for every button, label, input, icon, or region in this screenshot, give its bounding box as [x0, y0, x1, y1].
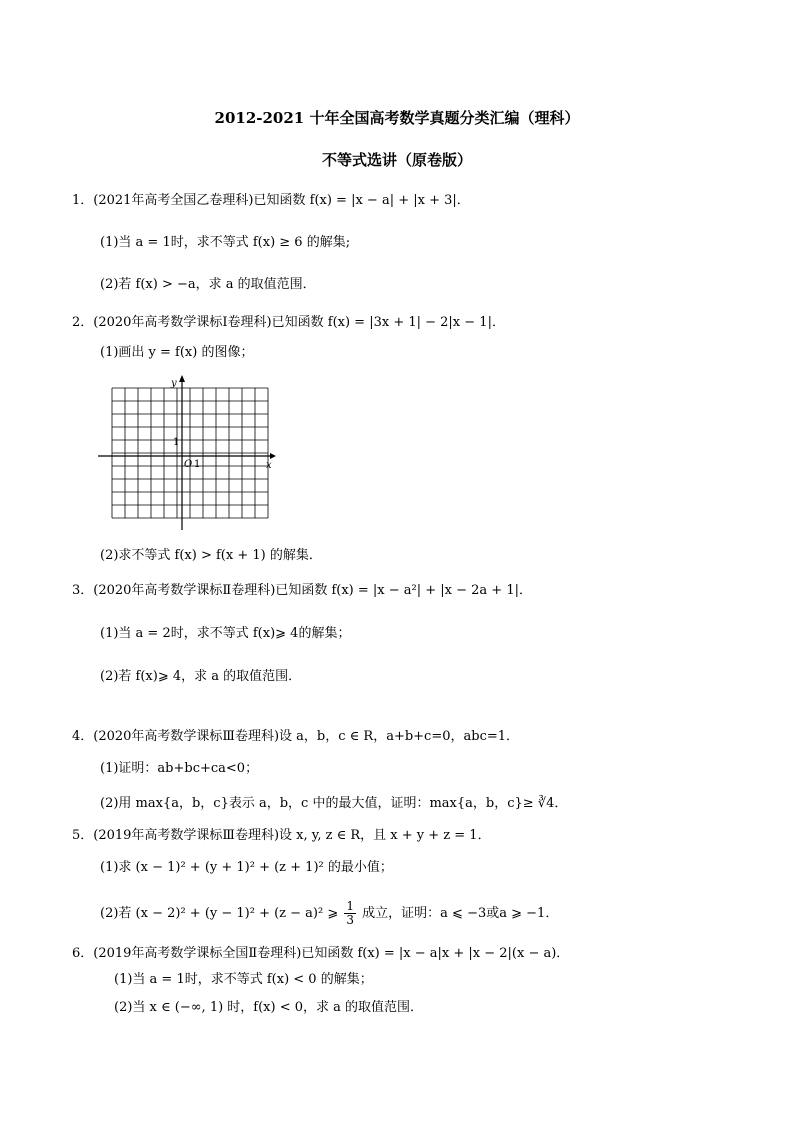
question-6-part-2: (2)当 x ∈ (−∞, 1) 时，f(x) < 0，求 a 的取值范围． — [114, 1000, 424, 1015]
question-5-part-2 — [100, 900, 558, 927]
question-5-part-1: (1)求 (x − 1)² + (y + 1)² + (z + 1)² 的最小值； — [100, 860, 393, 875]
question-2-part-1: (1)画出 y = f(x) 的图像； — [100, 345, 254, 360]
question-5-stem: 5．(2019年高考数学课标Ⅲ卷理科)设 x, y, z ∈ R，且 x + y + z = 1． — [72, 828, 491, 843]
y-tick-label: 1 — [173, 437, 180, 448]
question-2-stem: 2．(2020年高考数学课标Ⅰ卷理科)已知函数 f(x) = |3x + 1| − 2|x − 1|． — [72, 315, 505, 330]
y-axis-arrow — [179, 375, 185, 382]
question-2-part-2: (2)求不等式 f(x) > f(x + 1) 的解集． — [100, 548, 322, 563]
question-6-stem: 6．(2019年高考数学课标全国Ⅱ卷理科)已知函数 f(x) = |x − a|x + |x − 2|(x − a)． — [72, 946, 570, 961]
question-1-part-1: (1)当 a = 1时，求不等式 f(x) ≥ 6 的解集; — [100, 235, 351, 250]
document-subtitle: 不等式选讲（原卷版） — [321, 151, 472, 169]
question-4-part-2: (2)用 max{a，b，c}表示 a，b，c 中的最大值，证明：max{a，b，c}≥ ∛4． — [100, 796, 568, 811]
question-5-part-2-tail: 成立，证明：a ⩽ −3或a ⩾ −1． — [362, 906, 559, 921]
document-title: 2012-2021 十年全国高考数学真题分类汇编（理科） — [214, 109, 580, 127]
question-4-part-1: (1)证明：ab+bc+ca<0； — [100, 761, 259, 776]
question-6-part-1: (1)当 a = 1时，求不等式 f(x) < 0 的解集； — [114, 972, 373, 987]
origin-label: O — [184, 459, 193, 470]
coordinate-grid — [98, 374, 278, 530]
fraction-denominator: 3 — [346, 913, 355, 927]
question-4-stem: 4．(2020年高考数学课标Ⅲ卷理科)设 a，b，c ∈ R，a+b+c=0，abc=1． — [72, 729, 520, 744]
x-axis-label: x — [266, 460, 272, 471]
y-axis-label: y — [171, 378, 177, 389]
x-axis-arrow — [270, 453, 276, 459]
x-tick-label: 1 — [194, 459, 201, 470]
fraction-one-third — [344, 900, 356, 927]
fraction-numerator: 1 — [346, 899, 355, 913]
question-1-part-2: (2)若 f(x) > −a，求 a 的取值范围． — [100, 277, 316, 292]
question-3-part-2: (2)若 f(x)⩾ 4，求 a 的取值范围． — [100, 669, 302, 684]
question-3-stem: 3．(2020年高考数学课标Ⅱ卷理科)已知函数 f(x) = |x − a²| + |x − 2a + 1|． — [72, 583, 532, 598]
question-1-stem: 1．(2021年高考全国乙卷理科)已知函数 f(x) = |x − a| + |x + 3|． — [72, 193, 470, 208]
question-3-part-1: (1)当 a = 2时，求不等式 f(x)⩾ 4的解集； — [100, 626, 351, 641]
question-5-part-2-lead: (2)若 (x − 2)² + (y − 1)² + (z − a)² ⩾ — [100, 906, 339, 921]
